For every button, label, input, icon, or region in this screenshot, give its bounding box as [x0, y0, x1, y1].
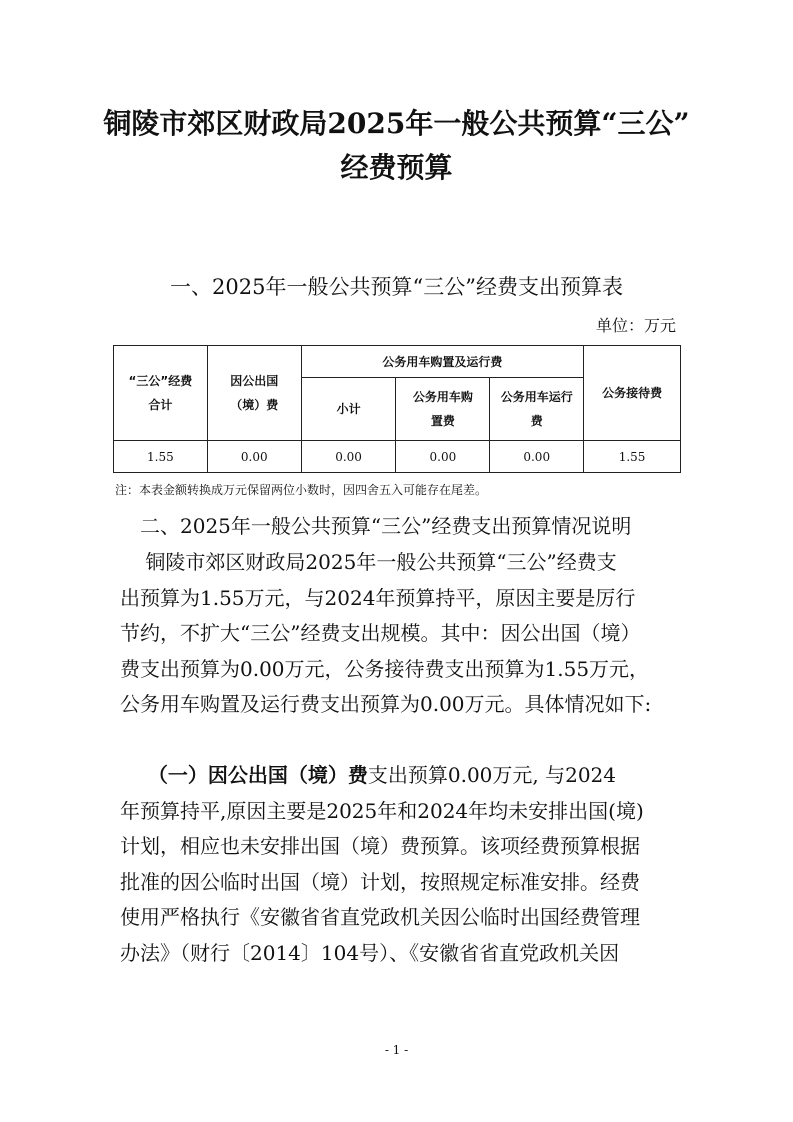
- header-vehicle-operation: [490, 378, 584, 441]
- paragraph-abroad: [120, 758, 680, 971]
- section-2-heading: 二、2025年一般公共预算“三公”经费支出预算情况说明: [140, 514, 632, 538]
- section-1-heading: 一、2025年一般公共预算“三公”经费支出预算表: [170, 275, 623, 299]
- header-reception: 公务接待费: [584, 346, 681, 441]
- cell-vehicle-purchase: 0.00: [396, 441, 490, 473]
- header-vehicle-purchase-line-2: 置费: [430, 414, 455, 428]
- header-total: [114, 346, 208, 441]
- cell-total: 1.55: [114, 441, 208, 473]
- header-total-line-1: “三公”经费: [128, 374, 193, 388]
- header-vehicle-operation-line-1: 公务用车运行: [500, 390, 573, 404]
- cell-subtotal: 0.00: [301, 441, 396, 473]
- paragraph-line: 公务用车购置及运行费支出预算为0.00万元。具体情况如下:: [120, 692, 652, 716]
- paragraph-line: 年预算持平,原因主要是2025年和2024年均未安排出国(境): [120, 798, 644, 823]
- paragraph-line: 节约，不扩大“三公”经费支出规模。其中：因公出国（境）: [120, 621, 641, 645]
- header-abroad-line-2: （境）费: [230, 398, 279, 412]
- cell-abroad: 0.00: [207, 441, 301, 473]
- cell-reception: 1.55: [584, 441, 681, 473]
- header-subtotal: 小计: [301, 378, 396, 441]
- header-total-line-2: 合计: [148, 398, 173, 412]
- cell-vehicle-operation: 0.00: [490, 441, 584, 473]
- paragraph-line: 计划，相应也未安排出国（境）费预算。该项经费预算根据: [120, 834, 640, 858]
- header-abroad: [207, 346, 301, 441]
- paragraph-line: 办法》（财行〔2014〕104号）、《安徽省省直党政机关因: [120, 940, 620, 965]
- page-number: - 1 -: [384, 1043, 409, 1057]
- table-row: [114, 441, 681, 473]
- header-abroad-line-1: 因公出国: [230, 374, 279, 388]
- table-note: 注：本表金额转换成万元保留两位小数时，因四舍五入可能存在尾差。: [115, 483, 488, 497]
- paragraph-line: 出预算为1.55万元，与2024年预算持平，原因主要是厉行: [120, 585, 636, 610]
- document-title-line-1: 铜陵市郊区财政局2025年一般公共预算“三公”: [103, 107, 690, 140]
- unit-label: 单位：万元: [595, 316, 676, 335]
- paragraph-line: 使用严格执行《安徽省省直党政机关因公临时出国经费管理: [120, 905, 640, 929]
- budget-table: [113, 345, 681, 473]
- header-vehicle-group: 公务用车购置及运行费: [301, 346, 583, 378]
- paragraph-line: 费支出预算为0.00万元，公务接待费支出预算为1.55万元，: [120, 656, 650, 681]
- header-vehicle-operation-line-2: 费: [530, 414, 543, 428]
- paragraph-line: 批准的因公临时出国（境）计划，按照规定标准安排。经费: [120, 869, 640, 894]
- paragraph-summary: [120, 545, 680, 723]
- abroad-subheading: （一）因公出国（境）费: [120, 763, 368, 787]
- document-title-line-2: 经费预算: [340, 151, 453, 184]
- paragraph-line: 支出预算0.00万元, 与2024: [367, 763, 617, 787]
- header-vehicle-purchase-line-1: 公务用车购: [412, 390, 473, 404]
- paragraph-line: 铜陵市郊区财政局2025年一般公共预算“三公”经费支: [120, 550, 617, 574]
- header-vehicle-purchase: [396, 378, 490, 441]
